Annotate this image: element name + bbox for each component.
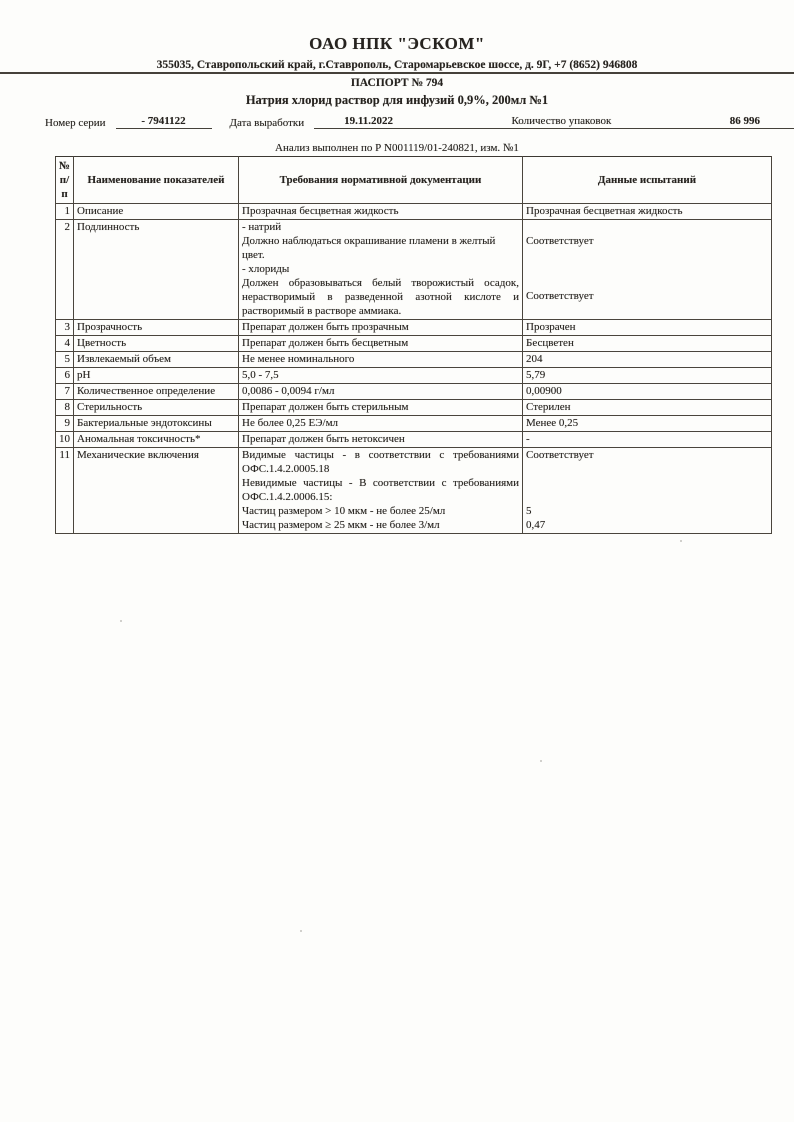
table-row bbox=[56, 400, 772, 416]
passport-title: ПАСПОРТ № 794 bbox=[350, 77, 444, 89]
batch-info-row bbox=[0, 108, 794, 129]
table-row bbox=[56, 320, 772, 336]
requirements-cell bbox=[239, 352, 523, 368]
parameter-name: Бактериальные эндотоксины bbox=[74, 416, 239, 432]
parameter-name: Прозрачность bbox=[74, 320, 239, 336]
result-line: - bbox=[526, 433, 530, 445]
row-number: 7 bbox=[56, 384, 74, 400]
document-header bbox=[0, 0, 794, 108]
requirement-line: Препарат должен быть стерильным bbox=[242, 401, 409, 413]
parameter-name: Количественное определение bbox=[74, 384, 239, 400]
address-rule bbox=[0, 59, 794, 74]
test-result-cell bbox=[523, 400, 772, 416]
parameter-name: Аномальная токсичность* bbox=[74, 432, 239, 448]
requirements-cell bbox=[239, 220, 523, 320]
company-name: ОАО НПК "ЭСКОМ" bbox=[309, 34, 485, 53]
requirement-line: Видимые частицы - в соответствии с требованиями ОФС.1.4.2.0005.18 bbox=[242, 449, 519, 475]
parameter-name: Механические включения bbox=[74, 448, 239, 534]
test-result-cell bbox=[523, 220, 772, 320]
result-line: 5,79 bbox=[526, 369, 546, 381]
requirement-line: Невидимые частицы - В соответствии с требованиями ОФС.1.4.2.0006.15: bbox=[242, 477, 519, 503]
requirements-cell bbox=[239, 384, 523, 400]
table-row bbox=[56, 384, 772, 400]
row-number: 3 bbox=[56, 320, 74, 336]
parameter-name: Подлинность bbox=[74, 220, 239, 320]
column-header-parameter: Наименование показателей bbox=[74, 157, 239, 204]
row-number: 8 bbox=[56, 400, 74, 416]
requirement-line: Частиц размером > 10 мкм - не более 25/мл bbox=[242, 505, 446, 517]
table-row bbox=[56, 204, 772, 220]
test-result-cell bbox=[523, 352, 772, 368]
parameter-name: Описание bbox=[74, 204, 239, 220]
test-result-cell bbox=[523, 336, 772, 352]
results-table-body bbox=[56, 204, 772, 534]
row-number: 4 bbox=[56, 336, 74, 352]
result-line: Стерилен bbox=[526, 401, 571, 413]
result-line: 5 bbox=[526, 505, 532, 517]
production-date-value: 19.11.2022 bbox=[344, 115, 394, 127]
row-number: 10 bbox=[56, 432, 74, 448]
parameter-name: Извлекаемый объем bbox=[74, 352, 239, 368]
requirement-line: - натрий bbox=[242, 221, 282, 233]
requirements-cell bbox=[239, 416, 523, 432]
requirements-cell bbox=[239, 368, 523, 384]
test-result-cell bbox=[523, 384, 772, 400]
table-row bbox=[56, 220, 772, 320]
package-count-value: 86 996 bbox=[729, 115, 760, 127]
table-header-row bbox=[56, 157, 772, 204]
result-line: 0,47 bbox=[526, 519, 546, 531]
row-number: 9 bbox=[56, 416, 74, 432]
test-result-cell bbox=[523, 368, 772, 384]
product-title: Натрия хлорид раствор для инфузий 0,9%, 200мл №1 bbox=[245, 93, 549, 107]
result-line: 0,00900 bbox=[526, 385, 562, 397]
column-header-requirements: Требования нормативной документации bbox=[239, 157, 523, 204]
row-number: 5 bbox=[56, 352, 74, 368]
requirement-line: Прозрачная бесцветная жидкость bbox=[242, 205, 399, 217]
table-row bbox=[56, 352, 772, 368]
requirements-cell bbox=[239, 320, 523, 336]
result-line: Прозрачная бесцветная жидкость bbox=[526, 205, 683, 217]
table-row bbox=[56, 336, 772, 352]
requirements-cell bbox=[239, 204, 523, 220]
results-table bbox=[55, 156, 772, 534]
requirements-cell bbox=[239, 448, 523, 534]
column-header-results: Данные испытаний bbox=[523, 157, 772, 204]
test-result-cell bbox=[523, 416, 772, 432]
table-row bbox=[56, 368, 772, 384]
scan-speck bbox=[540, 760, 542, 762]
requirement-line: Не более 0,25 ЕЭ/мл bbox=[242, 417, 339, 429]
requirements-cell bbox=[239, 336, 523, 352]
result-line: Соответствует bbox=[526, 290, 594, 302]
requirement-line: 5,0 - 7,5 bbox=[242, 369, 279, 381]
parameter-name: Стерильность bbox=[74, 400, 239, 416]
test-result-cell bbox=[523, 448, 772, 534]
parameter-name: Цветность bbox=[74, 336, 239, 352]
company-address: 355035, Ставропольский край, г.Ставрополь, Старомарьевское шоссе, д. 9Г, +7 (8652) 946808 bbox=[156, 59, 638, 71]
requirement-line: 0,0086 - 0,0094 г/мл bbox=[242, 385, 335, 397]
column-header-number: № п/п bbox=[56, 157, 74, 204]
requirement-line: Должно наблюдаться окрашивание пламени в желтый цвет. bbox=[242, 235, 496, 261]
batch-underline-group bbox=[314, 115, 794, 129]
row-number: 11 bbox=[56, 448, 74, 534]
requirement-line: Препарат должен быть прозрачным bbox=[242, 321, 409, 333]
result-line: Соответствует bbox=[526, 449, 594, 461]
requirement-line: Должен образовываться белый творожистый осадок, нерастворимый в разведенной азотной кислоте и растворимый в растворе аммиака. bbox=[242, 277, 519, 317]
requirement-line: Препарат должен быть бесцветным bbox=[242, 337, 409, 349]
result-line: Соответствует bbox=[526, 235, 594, 247]
series-label: Номер серии bbox=[45, 117, 106, 129]
analysis-reference-note: Анализ выполнен по Р N001119/01-240821, изм. №1 bbox=[275, 142, 519, 154]
table-row bbox=[56, 416, 772, 432]
scan-speck bbox=[300, 930, 302, 932]
requirement-line: Частиц размером ≥ 25 мкм - не более 3/мл bbox=[242, 519, 440, 531]
production-date-label: Дата выработки bbox=[229, 117, 305, 129]
test-result-cell bbox=[523, 320, 772, 336]
package-count-label: Количество упаковок bbox=[511, 115, 612, 127]
requirement-line: Препарат должен быть нетоксичен bbox=[242, 433, 405, 445]
parameter-name: pH bbox=[74, 368, 239, 384]
test-result-cell bbox=[523, 204, 772, 220]
scan-speck bbox=[120, 620, 122, 622]
result-line: Менее 0,25 bbox=[526, 417, 579, 429]
requirement-line: Не менее номинального bbox=[242, 353, 355, 365]
requirements-cell bbox=[239, 432, 523, 448]
result-line: Бесцветен bbox=[526, 337, 574, 349]
test-result-cell bbox=[523, 432, 772, 448]
requirement-line: - хлориды bbox=[242, 263, 290, 275]
table-row bbox=[56, 432, 772, 448]
series-value: - 7941122 bbox=[116, 115, 212, 129]
result-line: Прозрачен bbox=[526, 321, 576, 333]
table-row bbox=[56, 448, 772, 534]
requirements-cell bbox=[239, 400, 523, 416]
row-number: 1 bbox=[56, 204, 74, 220]
row-number: 6 bbox=[56, 368, 74, 384]
result-line: 204 bbox=[526, 353, 543, 365]
row-number: 2 bbox=[56, 220, 74, 320]
scan-speck bbox=[680, 540, 682, 542]
